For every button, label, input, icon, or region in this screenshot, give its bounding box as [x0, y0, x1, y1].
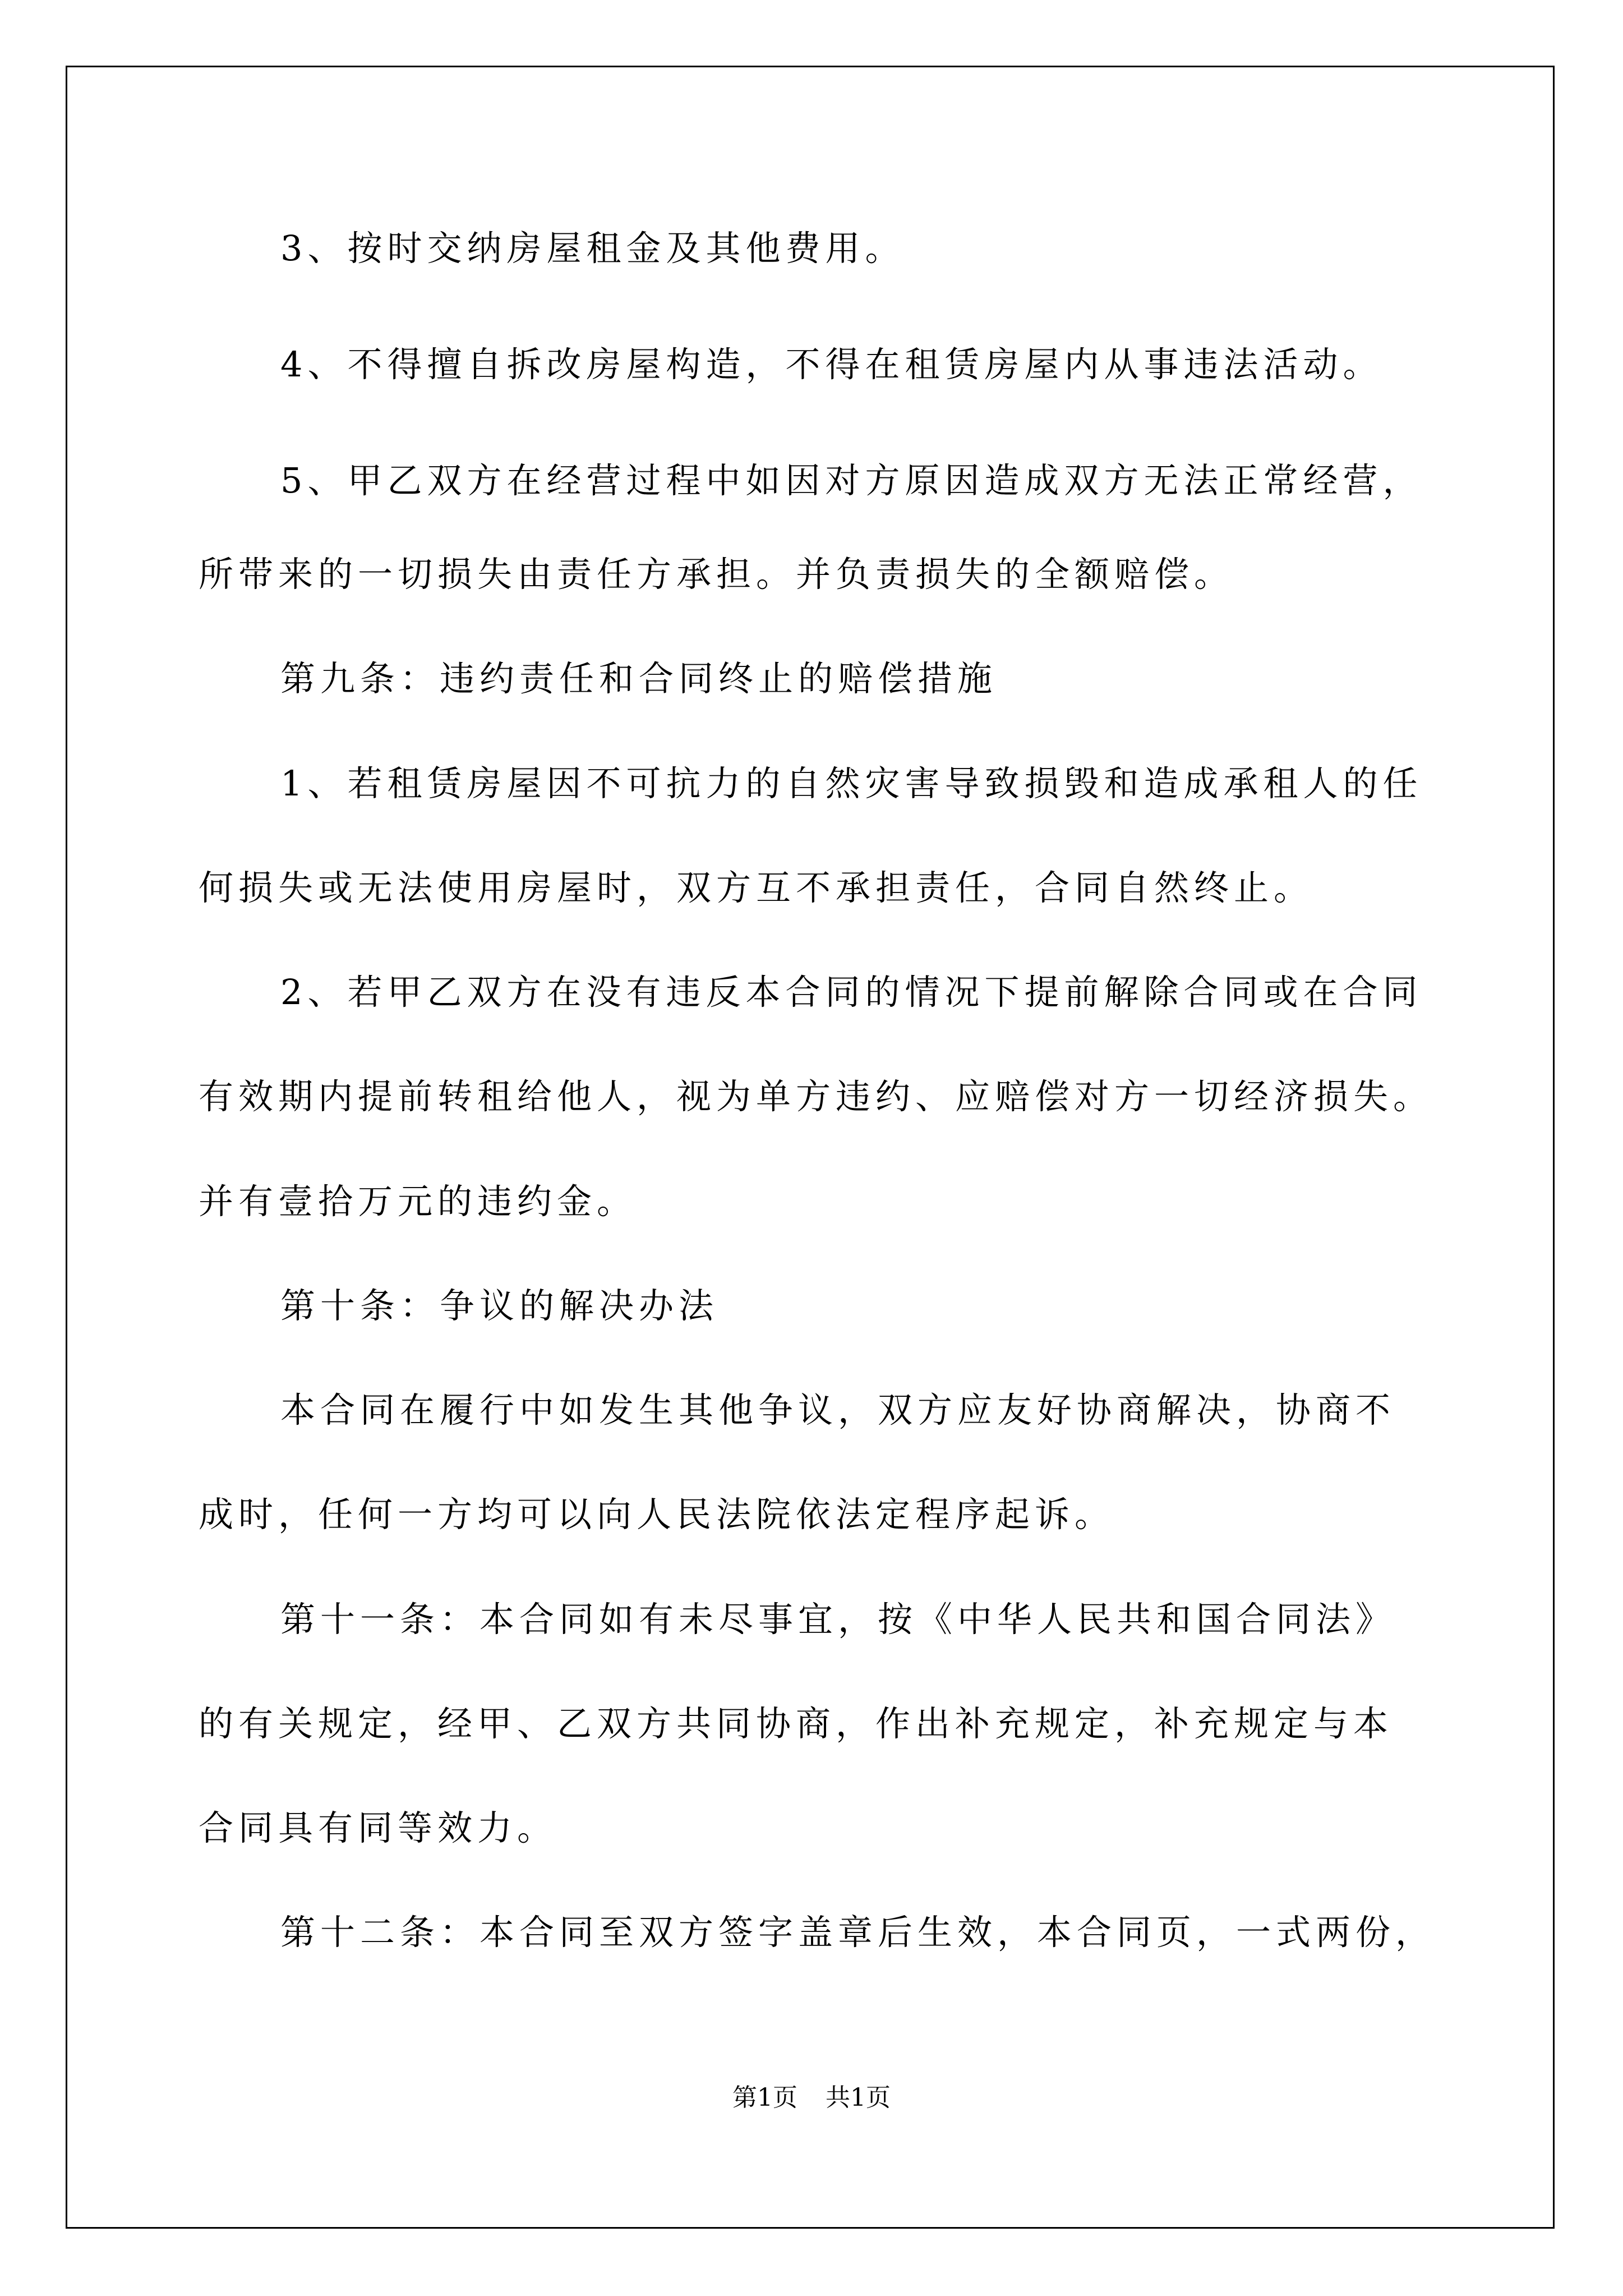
- section-heading: 第九条：违约责任和合同终止的赔偿措施: [280, 658, 998, 699]
- paragraph-line: 5、甲乙双方在经营过程中如因对方原因造成双方无法正常经营，: [280, 460, 1423, 501]
- paragraph-line: 第十二条：本合同至双方签字盖章后生效，本合同页，一式两份，: [280, 1912, 1436, 1953]
- paragraph-line: 本合同在履行中如发生其他争议，双方应友好协商解决，协商不: [280, 1389, 1396, 1430]
- paragraph-line: 所带来的一切损失由责任方承担。并负责损失的全额赔偿。: [199, 554, 1234, 595]
- paragraph-line: 第十一条：本合同如有未尽事宜，按《中华人民共和国合同法》: [280, 1599, 1396, 1640]
- paragraph-line: 2、若甲乙双方在没有违反本合同的情况下提前解除合同或在合同: [280, 972, 1423, 1013]
- paragraph-line: 并有壹拾万元的违约金。: [199, 1181, 637, 1222]
- paragraph-line: 有效期内提前转租给他人，视为单方违约、应赔偿对方一切经济损失。: [199, 1076, 1433, 1117]
- paragraph-line: 1、若租赁房屋因不可抗力的自然灾害导致损毁和造成承租人的任: [280, 763, 1423, 804]
- page-border: [66, 66, 1555, 2229]
- section-heading: 第十条：争议的解决办法: [280, 1285, 719, 1326]
- paragraph-line: 合同具有同等效力。: [199, 1807, 557, 1848]
- paragraph-line: 成时，任何一方均可以向人民法院依法定程序起诉。: [199, 1494, 1115, 1535]
- paragraph-line: 4、不得擅自拆改房屋构造，不得在租赁房屋内从事违法活动。: [280, 344, 1383, 385]
- paragraph-line: 3、按时交纳房屋租金及其他费用。: [280, 228, 905, 269]
- paragraph-line: 的有关规定，经甲、乙双方共同协商，作出补充规定，补充规定与本: [199, 1703, 1394, 1744]
- page-footer: [0, 2081, 1623, 2115]
- page-number: 第1页: [732, 2083, 797, 2112]
- paragraph-line: 何损失或无法使用房屋时，双方互不承担责任，合同自然终止。: [199, 867, 1314, 908]
- page-total: 共1页: [826, 2083, 891, 2112]
